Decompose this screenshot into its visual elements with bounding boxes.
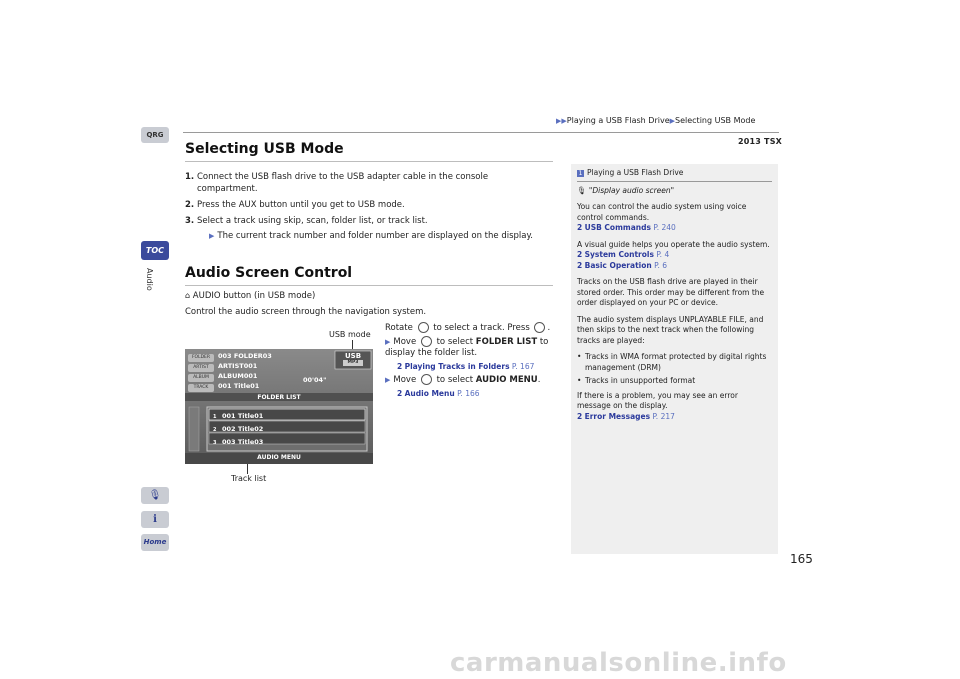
qrg-button[interactable]: QRG <box>141 127 169 143</box>
page-number: 165 <box>790 552 813 566</box>
enter-button-icon <box>534 322 545 333</box>
header-rule <box>183 132 779 133</box>
callout-track-list: Track list <box>231 474 267 483</box>
track-item[interactable]: 2 002 Title02 <box>213 425 264 433</box>
breadcrumb-item[interactable]: Selecting USB Mode <box>675 116 756 125</box>
folder-list-label: FOLDER LIST <box>257 394 301 401</box>
voice-icon: 🎙 <box>148 490 162 501</box>
interface-dial-icon <box>418 322 429 333</box>
cross-ref-icon: 2 <box>577 411 583 421</box>
dial-down-icon <box>421 374 432 385</box>
note-paragraph: If there is a problem, you may see an error message on the display. 2 Error Messages P. 217 <box>577 390 738 421</box>
bullet-item: • Tracks in WMA format protected by digital rights management (DRM) <box>577 352 767 372</box>
section-intro: Control the audio screen through the navigation system. <box>185 307 427 317</box>
dial-up-icon <box>421 336 432 347</box>
step-result: ▶ The current track number and folder number are displayed on the display. <box>209 231 533 241</box>
toc-button[interactable]: TOC <box>141 241 169 260</box>
arrow-icon: ▶ <box>209 232 215 240</box>
arrow-icon: ▶ <box>385 376 391 384</box>
audio-menu-label: AUDIO MENU <box>257 454 301 461</box>
section-path: ⌂ AUDIO button (in USB mode) <box>185 291 316 301</box>
breadcrumb-item[interactable]: Playing a USB Flash Drive <box>566 116 670 125</box>
step: 3. Select a track using skip, scan, folder list, or track list. ▶ The current track number and folder number are displayed on the display. <box>185 215 545 242</box>
link-playing-tracks[interactable]: Playing Tracks in Folders <box>404 362 510 371</box>
link-error-messages[interactable]: Error Messages <box>584 411 651 421</box>
voice-command: 🎙 "Display audio screen" <box>577 185 675 195</box>
section-title: Selecting USB Mode <box>185 141 344 157</box>
track-info <box>188 352 318 392</box>
note-paragraph: Tracks on the USB flash drive are played in their stored order. This order may be different from the order displayed on your PC or device. <box>577 277 765 307</box>
info-row: FOLDER 003 FOLDER03 <box>188 352 318 362</box>
section-label: Audio <box>145 268 154 291</box>
callout-usb-mode: USB mode <box>329 330 371 339</box>
note-paragraph: A visual guide helps you operate the audio system. 2 System Controls P. 4 2 Basic Operation P. 6 <box>577 239 770 270</box>
note-paragraph: You can control the audio system using voice control commands. 2 USB Commands P. 240 <box>577 202 747 232</box>
breadcrumb: ▶▶Playing a USB Flash Drive▶Selecting USB Mode <box>556 116 756 125</box>
track-item[interactable]: 3 003 Title03 <box>213 438 264 446</box>
link-usb-commands[interactable]: USB Commands <box>584 223 651 232</box>
link-audio-menu[interactable]: Audio Menu <box>404 389 455 398</box>
track-list <box>213 410 361 449</box>
voice-command-button[interactable] <box>141 487 169 504</box>
step: 2. Press the AUX button until you get to USB mode. <box>185 200 405 210</box>
arrow-icon: ▶ <box>385 338 391 346</box>
link-basic-operation[interactable]: Basic Operation <box>584 260 652 270</box>
divider <box>185 161 553 162</box>
cross-ref-icon: 2 <box>577 223 583 232</box>
notes-heading: 1 Playing a USB Flash Drive <box>577 168 772 182</box>
info-icon: i <box>153 514 157 525</box>
note-paragraph: The audio system displays UNPLAYABLE FILE, and then skips to the next track when the following tracks are played: <box>577 314 764 345</box>
divider <box>185 285 553 286</box>
model-label: 2013 TSX <box>738 137 783 146</box>
section-title: Audio Screen Control <box>185 265 353 281</box>
audio-screen-image <box>185 349 373 464</box>
note-marker-icon: 1 <box>578 169 583 177</box>
watermark: carmanualsonline.info <box>450 648 787 678</box>
bullet-item: • Tracks in unsupported format <box>577 376 696 385</box>
link-system-controls[interactable]: System Controls <box>584 250 654 259</box>
track-item[interactable]: 1 001 Title01 <box>213 412 264 420</box>
usb-badge: USB MP3 <box>344 352 362 365</box>
home-icon: ⌂ <box>185 291 191 300</box>
elapsed-time: 00'04" <box>303 376 327 384</box>
cross-ref-icon: 2 <box>397 389 403 398</box>
notes-panel <box>571 164 778 554</box>
instructions: Rotate to select a track. Press . ▶ Move to select FOLDER LIST to display the folder list. 2 Playing Tracks in Folders P. 167 ▶ Move to select AUDIO MENU. 2 Audio Menu P. 166 <box>385 323 551 398</box>
cross-ref-icon: 2 <box>577 260 583 270</box>
voice-icon: 🎙 <box>577 185 587 195</box>
home-button[interactable]: Home <box>141 534 169 551</box>
step: 1. Connect the USB flash drive to the USB adapter cable in the console compartment. <box>185 172 489 194</box>
steps-list <box>185 171 545 246</box>
info-row: ARTIST ARTIST001 <box>188 362 318 372</box>
cross-ref-icon: 2 <box>577 250 583 259</box>
cross-ref-icon: 2 <box>397 362 403 371</box>
info-row: TRACK 001 Title01 <box>188 382 318 392</box>
info-row: ALBUM ALBUM001 <box>188 372 318 382</box>
index-button[interactable] <box>141 511 169 528</box>
